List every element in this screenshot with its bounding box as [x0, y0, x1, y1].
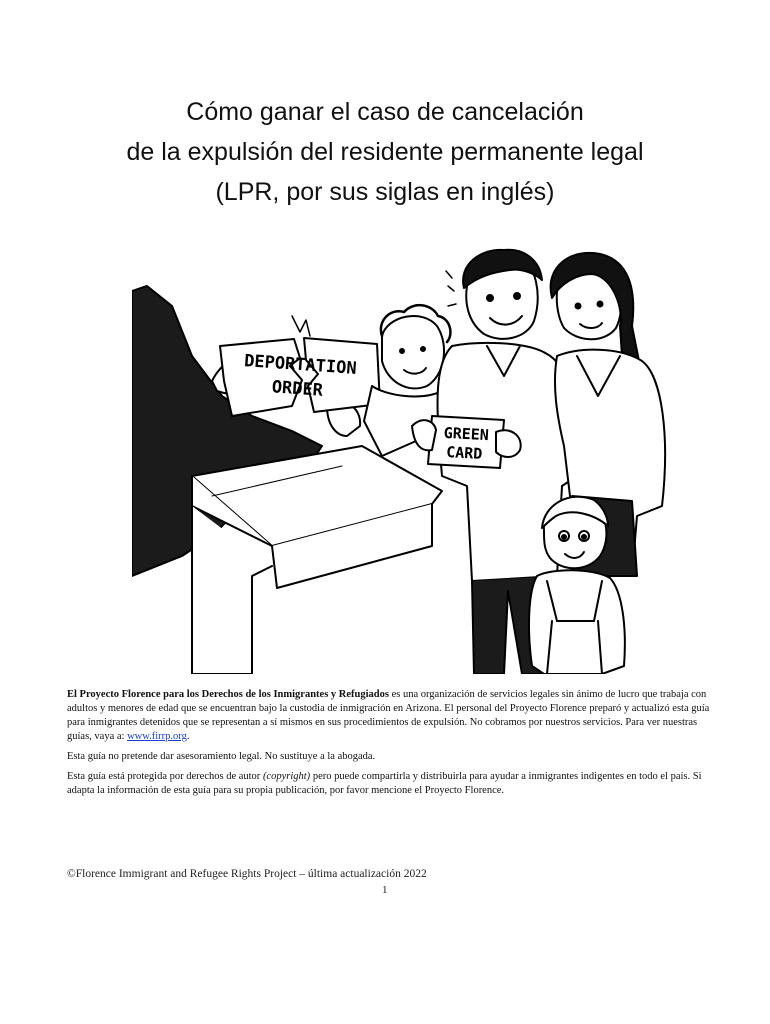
- sign-deportation-text: DEPORTATION: [243, 351, 358, 379]
- footer-copyright: ©Florence Immigrant and Refugee Rights Project – última actualización 2022: [67, 868, 427, 880]
- page-number: 1: [382, 884, 388, 896]
- copyright-paragraph: [67, 770, 717, 798]
- body-text: [67, 688, 717, 804]
- website-link[interactable]: www.firrp.org: [127, 731, 187, 742]
- copyright-term: (copyright): [262, 771, 311, 782]
- intro-end: .: [186, 731, 190, 742]
- intro-paragraph: [67, 688, 717, 744]
- cover-illustration: [132, 246, 673, 674]
- org-name: El Proyecto Florence para los Derechos de los Inmigrantes y Refugiados: [67, 689, 389, 700]
- intro-text: es una organización de servicios legales sin ánimo de lucro que trabaja con adultos y menores de edad que se encuentran bajo la custodia de inmigración en Arizona. El personal del Proyecto Florence preparó y actualizó esta guía para inmigrantes detenidos que se representan a sí mismos en sus procedimientos de expulsión. No cobramos por nuestros servicios. Para ver nuestras guías, vaya a:: [67, 689, 710, 742]
- elderly-woman-head: [382, 316, 444, 388]
- sign-order-text: ORDER: [271, 377, 324, 401]
- card-card-text: CARD: [445, 443, 483, 463]
- copyright-before: Esta guía está protegida por derechos de autor: [67, 771, 263, 782]
- document-title: [0, 92, 770, 212]
- title-line-3: (LPR, por sus siglas en inglés): [215, 178, 555, 206]
- title-line-1: Cómo ganar el caso de cancelación: [186, 98, 584, 126]
- child-body: [529, 570, 625, 674]
- copyright-after: pero puede compartirla y distribuirla para ayudar a inmigrantes indigentes en todo el país. Si adapta la información de esta guía para su propia publicación, por favor mencione el Proyecto Florence.: [67, 771, 702, 796]
- card-green-text: GREEN: [443, 423, 490, 445]
- disclaimer-paragraph: Esta guía no pretende dar asesoramiento legal. No sustituye a la abogada.: [67, 751, 376, 762]
- title-line-2: de la expulsión del residente permanente legal: [126, 138, 644, 166]
